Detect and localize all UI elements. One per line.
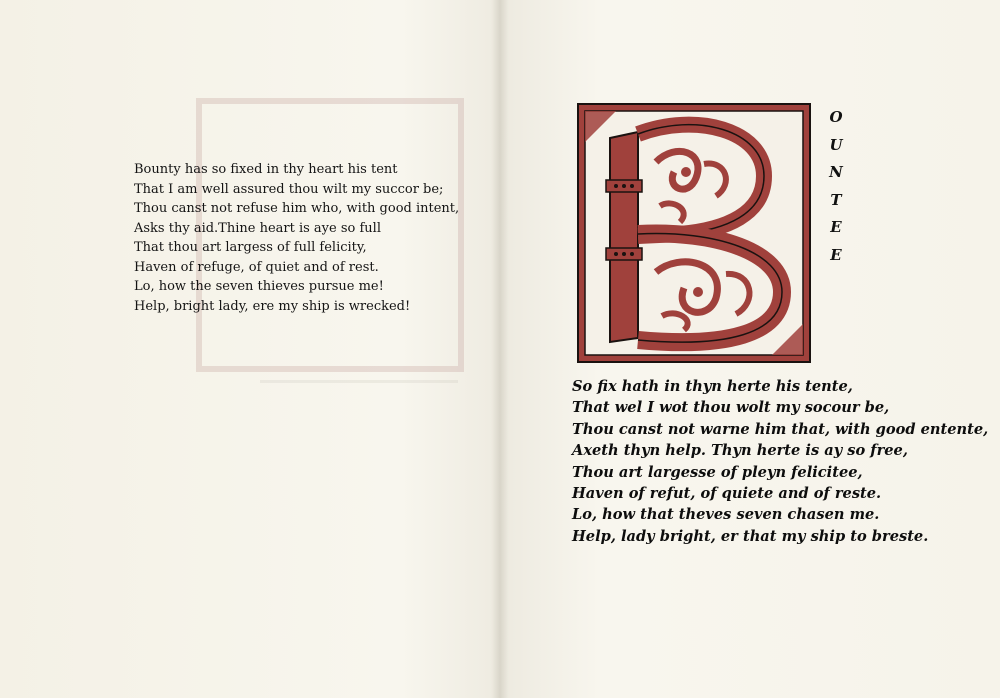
translation-line: Lo, how the seven thieves pursue me!: [134, 279, 384, 294]
original-line: Help, lady bright, er that my ship to breste.: [572, 527, 929, 545]
translation-line: Haven of refuge, of quiet and of rest.: [134, 259, 379, 275]
decorated-letter-b-icon: [576, 102, 812, 364]
translation-line: Thou canst not refuse him who, with good intent,: [134, 201, 460, 216]
translation-line: That thou art largess of full felicity,: [134, 240, 367, 255]
translation-line: Help, bright lady, ere my ship is wrecked!: [134, 298, 411, 314]
original-line: So fix hath in thyn herte his tente,: [572, 378, 853, 395]
vertical-word-ountee: [823, 104, 849, 269]
translation-line: Bounty has so fixed in thy heart his tent: [134, 162, 398, 177]
vertical-letter: N: [829, 163, 843, 181]
original-line: Thou canst not warne him that, with good entente,: [572, 420, 989, 438]
vertical-letter: E: [830, 218, 842, 236]
original-line: Thou art largesse of pleyn felicitee,: [572, 463, 863, 481]
translation-line: Asks thy aid.Thine heart is aye so full: [134, 220, 381, 236]
show-through-text-left: [128, 374, 458, 383]
original-line: Lo, how that theves seven chasen me.: [572, 506, 880, 524]
original-line: Haven of refut, of quiete and of reste.: [572, 485, 882, 503]
translation-line: That I am well assured thou wilt my succor be;: [134, 181, 444, 197]
original-stanza: [572, 376, 989, 547]
book-gutter: [492, 0, 508, 698]
vertical-letter: O: [829, 108, 843, 126]
original-line: Axeth thyn help. Thyn herte is ay so free,: [572, 442, 908, 460]
vertical-letter: U: [829, 135, 843, 154]
original-line: That wel I wot thou wolt my socour be,: [572, 399, 890, 417]
vertical-letter: E: [830, 245, 842, 264]
illuminated-initial-b: [576, 102, 812, 364]
vertical-letter: T: [830, 190, 842, 209]
translation-stanza: [134, 160, 474, 316]
